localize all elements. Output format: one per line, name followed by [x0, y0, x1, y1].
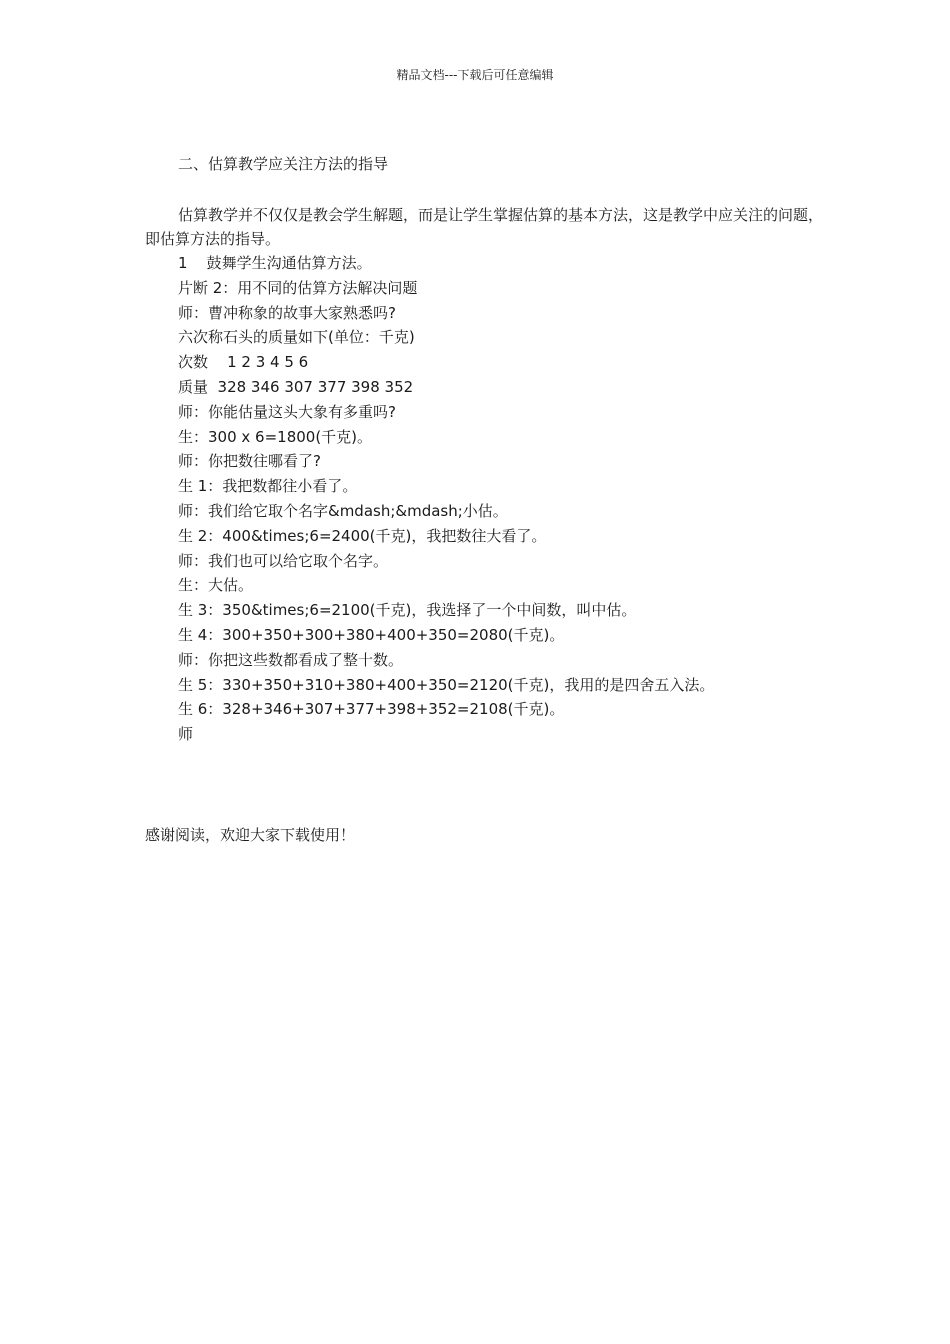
text-line: 生：大估。 — [178, 576, 254, 595]
text-line: 生 2：400&times;6=2400(千克)，我把数往大看了。 — [178, 526, 547, 545]
text-line: 生：300 x 6=1800(千克)。 — [178, 427, 373, 446]
text-line: 生 4：300+350+300+380+400+350=2080(千克)。 — [178, 625, 565, 644]
text-line: 师 — [178, 725, 194, 744]
text-line: 次数 1 2 3 4 5 6 — [178, 353, 309, 372]
text-line: 生 1：我把数都往小看了。 — [178, 477, 358, 496]
text-line: 质量 328 346 307 377 398 352 — [178, 377, 414, 396]
section-heading: 二、估算教学应关注方法的指导 — [178, 155, 389, 173]
text-line: 生 5：330+350+310+380+400+350=2120(千克)，我用的是四舍五入法。 — [178, 675, 715, 694]
closing-note: 感谢阅读，欢迎大家下载使用！ — [145, 826, 356, 844]
text-line: 师：我们也可以给它取个名字。 — [178, 551, 389, 570]
text-line: 片断 2：用不同的估算方法解决问题 — [178, 278, 418, 297]
text-line: 生 3：350&times;6=2100(千克)，我选择了一个中间数，叫中估。 — [178, 601, 637, 620]
text-line: 六次称石头的质量如下(单位：千克) — [178, 328, 415, 347]
text-line: 师：你把这些数都看成了整十数。 — [178, 650, 404, 669]
intro-paragraph: 估算教学并不仅仅是教会学生解题，而是让学生掌握估算的基本方法，这是教学中应关注的问题，即估算方法的指导。 — [145, 206, 824, 248]
text-line: 师：你把数往哪看了? — [178, 452, 321, 471]
page-header: 精品文档---下载后可任意编辑 — [396, 68, 554, 82]
text-line: 师：曹冲称象的故事大家熟悉吗? — [178, 303, 396, 322]
text-line: 生 6：328+346+307+377+398+352=2108(千克)。 — [178, 700, 565, 719]
text-line: 师：我们给它取个名字&mdash;&mdash;小估。 — [178, 501, 508, 520]
text-line: 1 鼓舞学生沟通估算方法。 — [178, 254, 372, 272]
dialogue-lines — [178, 251, 714, 747]
text-line: 师：你能估量这头大象有多重吗? — [178, 402, 396, 421]
